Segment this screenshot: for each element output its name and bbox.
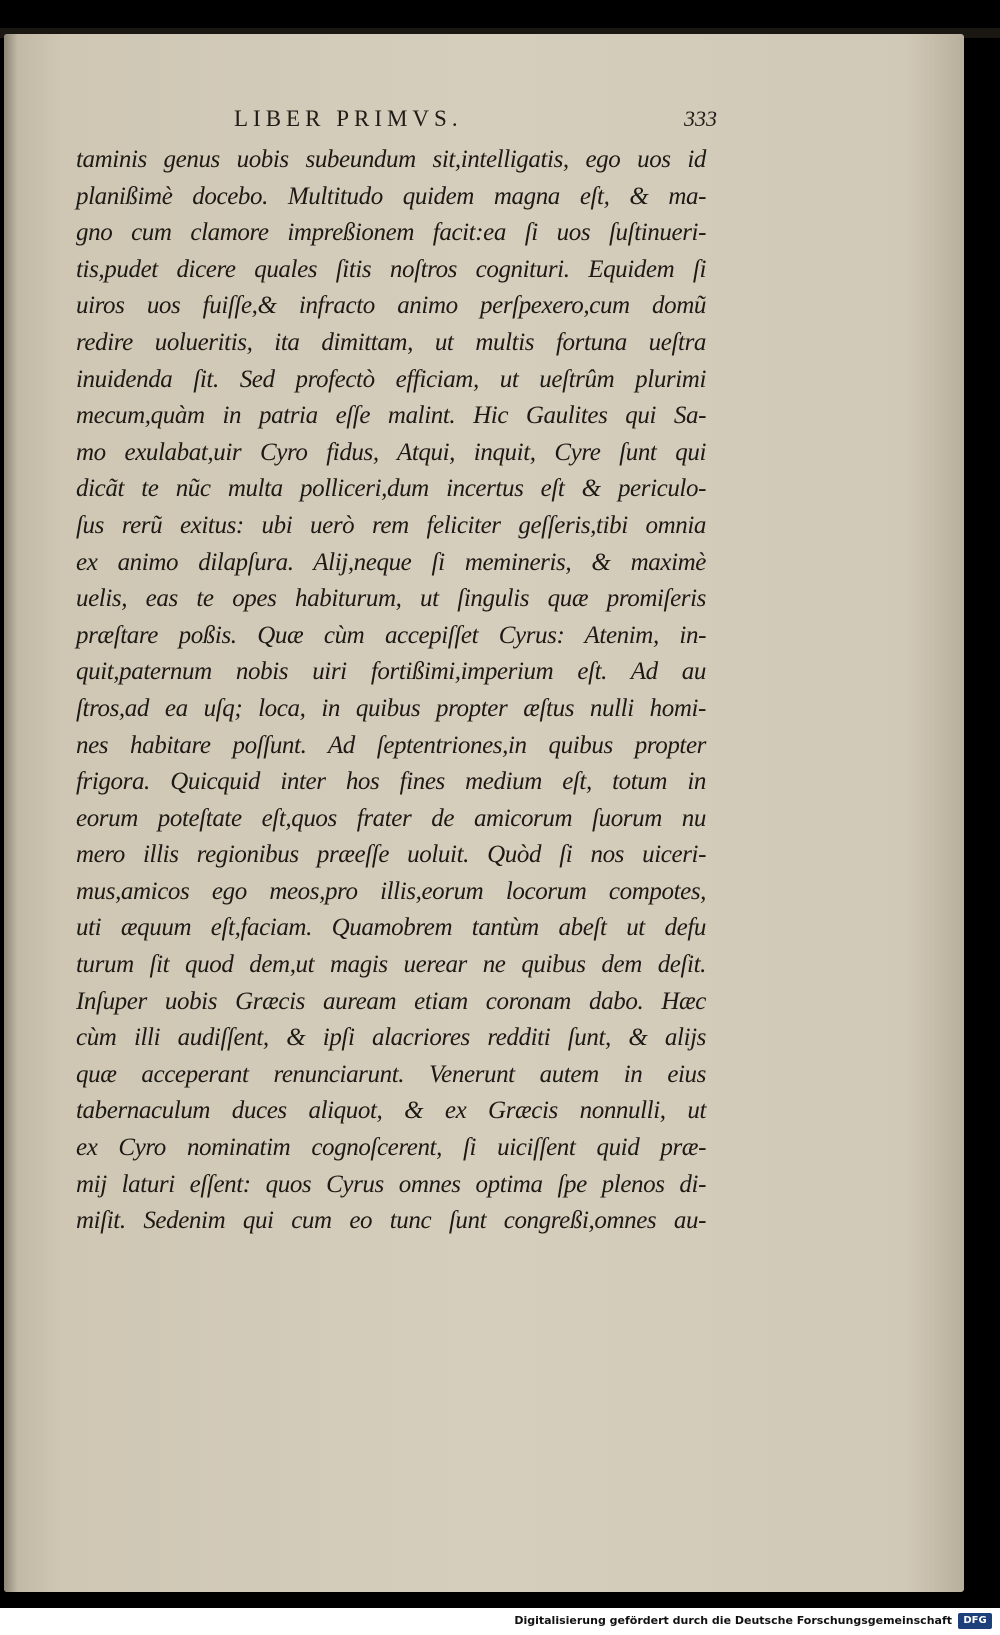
- page-header: [4, 106, 964, 136]
- text-line: redire uolueritis, ita dimittam, ut multis fortuna ueſtra: [76, 328, 706, 356]
- running-head: LIBER PRIMVS.: [234, 106, 463, 131]
- text-line: mecum,quàm in patria eſſe malint. Hic Gaulites qui Sa-: [76, 402, 706, 430]
- text-line: inuidenda ſit. Sed profectò efficiam, ut ueſtrûm plurimi: [76, 365, 706, 393]
- funding-credit: Digitalisierung gefördert durch die Deutsche Forschungsgemeinschaft: [514, 1614, 952, 1627]
- text-line: tis,pudet dicere quales ſitis noſtros cognituri. Equidem ſi: [76, 255, 706, 283]
- text-line: mo exulabat,uir Cyro fidus, Atqui, inquit, Cyre ſunt qui: [76, 438, 706, 466]
- text-line: mero illis regionibus præeſſe uoluit. Quòd ſi nos uiceri-: [76, 841, 706, 869]
- text-line: Inſuper uobis Græcis auream etiam coronam dabo. Hæc: [76, 987, 706, 1015]
- body-text: [76, 142, 716, 1240]
- text-line: uelis, eas te opes habiturum, ut ſingulis quæ promiſeris: [76, 585, 706, 613]
- page-gutter-edge: [4, 34, 18, 1592]
- text-line: quæ acceperant renunciarunt. Venerunt autem in eius: [76, 1060, 706, 1088]
- text-line: mij laturi eſſent: quos Cyrus omnes optima ſpe plenos di-: [76, 1170, 706, 1198]
- text-line: taminis genus uobis subeundum sit,intelligatis, ego uos id: [76, 146, 706, 173]
- text-line: mus,amicos ego meos,pro illis,eorum locorum compotes,: [76, 877, 706, 905]
- text-line: cùm illi audiſſent, & ipſi alacriores redditi ſunt, & alijs: [76, 1024, 706, 1052]
- text-line: turum ſit quod dem,ut magis uerear ne quibus dem deſit.: [76, 951, 706, 979]
- text-line: miſit. Sedenim qui cum eo tunc ſunt congreßi,omnes au-: [76, 1207, 706, 1235]
- text-line: quit,paternum nobis uiri fortißimi,imperium eſt. Ad au: [76, 658, 706, 686]
- text-line: ex Cyro nominatim cognoſcerent, ſi uiciſſent quid præ-: [76, 1134, 706, 1162]
- book-page: [4, 34, 964, 1592]
- text-line: tabernaculum duces aliquot, & ex Græcis nonnulli, ut: [76, 1097, 706, 1125]
- page-number: 333: [684, 106, 717, 131]
- text-line: præſtare poßis. Quæ cùm accepiſſet Cyrus: Atenim, in-: [76, 621, 706, 649]
- text-line: uiros uos fuiſſe,& infracto animo perſpexero,cum domũ: [76, 292, 706, 320]
- text-line: frigora. Quicquid inter hos fines medium eſt, totum in: [76, 768, 706, 796]
- text-line: uti æquum eſt,faciam. Quamobrem tantùm abeſt ut defu: [76, 914, 706, 942]
- dfg-logo: DFG: [958, 1613, 992, 1629]
- text-line: ex animo dilapſura. Alij,neque ſi memineris, & maximè: [76, 548, 706, 576]
- text-line: ſtros,ad ea uſq; loca, in quibus propter æſtus nulli homi-: [76, 694, 706, 722]
- text-line: ſus rerũ exitus: ubi uerò rem feliciter geſſeris,tibi omnia: [76, 511, 706, 539]
- text-line: planißimè docebo. Multitudo quidem magna eſt, & ma-: [76, 182, 706, 210]
- text-line: dicãt te nũc multa polliceri,dum incertus eſt & periculo-: [76, 475, 706, 503]
- digitization-footer: [0, 1608, 1000, 1635]
- text-line: eorum poteſtate eſt,quos frater de amicorum ſuorum nu: [76, 804, 706, 832]
- text-line: gno cum clamore impreßionem facit:ea ſi uos ſuſtinueri-: [76, 219, 706, 247]
- text-line: nes habitare poſſunt. Ad ſeptentriones,in quibus propter: [76, 731, 706, 759]
